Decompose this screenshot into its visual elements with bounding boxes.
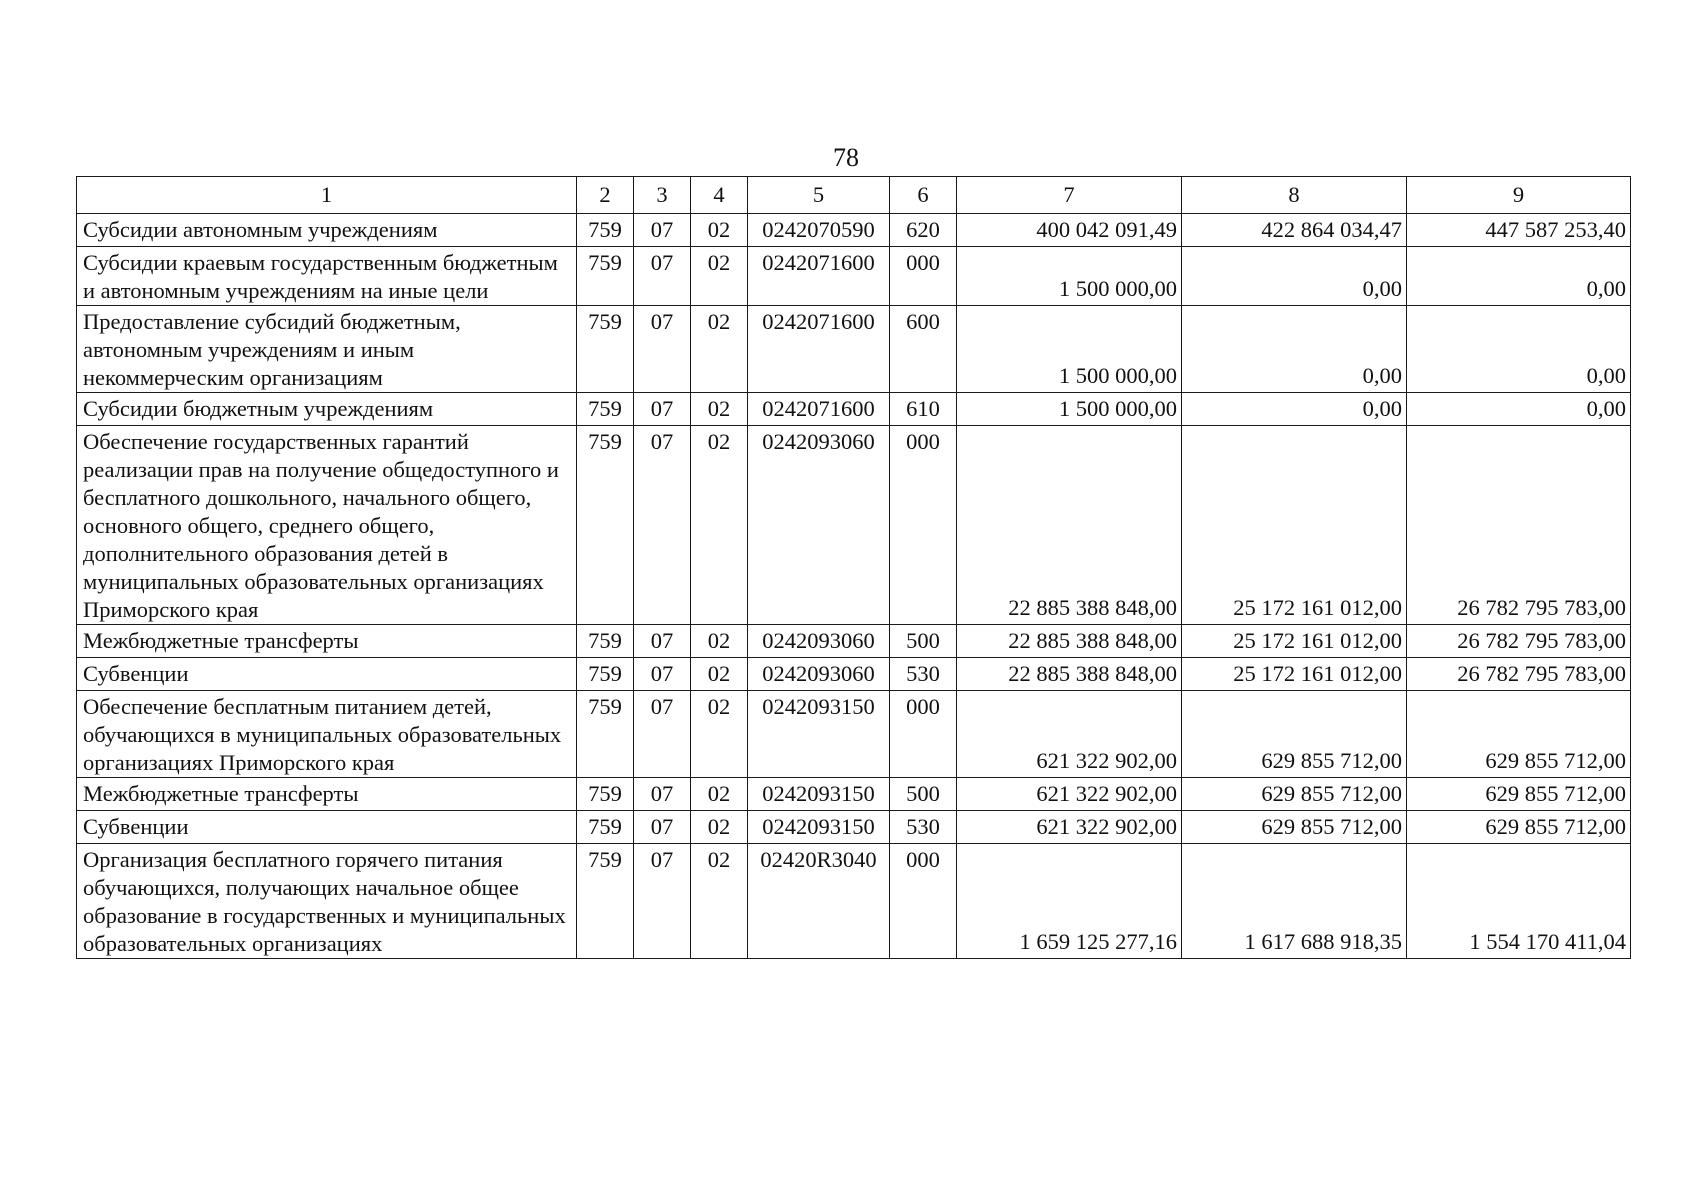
column-header: 8	[1182, 177, 1407, 214]
header-row	[77, 177, 1631, 214]
row-name-cell: Субвенции	[77, 811, 577, 844]
table-row	[77, 658, 1631, 691]
column-header: 1	[77, 177, 577, 214]
row-name-cell: Обеспечение бесплатным питанием детей, обучающихся в муниципальных образовательных организациях Приморского края	[77, 691, 577, 778]
column-header: 3	[634, 177, 691, 214]
section-cell: 07	[634, 306, 691, 393]
row-name-cell: Предоставление субсидий бюджетным, автономным учреждениям и иным некоммерческим организациям	[77, 306, 577, 393]
table-row	[77, 393, 1631, 426]
amount-year1-cell: 621 322 902,00	[957, 691, 1182, 778]
amount-year2-cell: 629 855 712,00	[1182, 691, 1407, 778]
amount-year2-cell: 25 172 161 012,00	[1182, 658, 1407, 691]
section-cell: 07	[634, 844, 691, 959]
section-cell: 07	[634, 393, 691, 426]
subsection-cell: 02	[691, 625, 748, 658]
amount-year3-cell: 629 855 712,00	[1407, 811, 1631, 844]
expense-type-cell: 530	[890, 811, 957, 844]
table-body	[77, 214, 1631, 959]
expense-type-cell: 000	[890, 426, 957, 625]
row-name-cell: Организация бесплатного горячего питания обучающихся, получающих начальное общее образование в государственных и муниципальных образовательных организациях	[77, 844, 577, 959]
amount-year2-cell: 25 172 161 012,00	[1182, 625, 1407, 658]
expense-type-cell: 610	[890, 393, 957, 426]
code-cell: 759	[577, 426, 634, 625]
amount-year1-cell: 1 500 000,00	[957, 393, 1182, 426]
amount-year3-cell: 0,00	[1407, 247, 1631, 306]
expense-type-cell: 000	[890, 844, 957, 959]
amount-year2-cell: 629 855 712,00	[1182, 778, 1407, 811]
amount-year1-cell: 621 322 902,00	[957, 778, 1182, 811]
amount-year3-cell: 0,00	[1407, 393, 1631, 426]
budget-table	[76, 176, 1631, 959]
target-article-cell: 0242093060	[748, 625, 890, 658]
target-article-cell: 0242071600	[748, 306, 890, 393]
section-cell: 07	[634, 811, 691, 844]
code-cell: 759	[577, 214, 634, 247]
code-cell: 759	[577, 625, 634, 658]
expense-type-cell: 500	[890, 778, 957, 811]
table-row	[77, 306, 1631, 393]
code-cell: 759	[577, 658, 634, 691]
table-row	[77, 844, 1631, 959]
amount-year1-cell: 400 042 091,49	[957, 214, 1182, 247]
subsection-cell: 02	[691, 778, 748, 811]
target-article-cell: 0242093150	[748, 811, 890, 844]
section-cell: 07	[634, 247, 691, 306]
target-article-cell: 0242070590	[748, 214, 890, 247]
target-article-cell: 0242093060	[748, 658, 890, 691]
amount-year2-cell: 0,00	[1182, 393, 1407, 426]
amount-year1-cell: 22 885 388 848,00	[957, 625, 1182, 658]
code-cell: 759	[577, 811, 634, 844]
amount-year2-cell: 1 617 688 918,35	[1182, 844, 1407, 959]
table-row	[77, 778, 1631, 811]
column-header: 7	[957, 177, 1182, 214]
table-header	[77, 177, 1631, 214]
table-row	[77, 214, 1631, 247]
subsection-cell: 02	[691, 658, 748, 691]
subsection-cell: 02	[691, 426, 748, 625]
code-cell: 759	[577, 306, 634, 393]
row-name-cell: Субсидии краевым государственным бюджетным и автономным учреждениям на иные цели	[77, 247, 577, 306]
amount-year1-cell: 1 659 125 277,16	[957, 844, 1182, 959]
subsection-cell: 02	[691, 247, 748, 306]
section-cell: 07	[634, 778, 691, 811]
amount-year3-cell: 26 782 795 783,00	[1407, 625, 1631, 658]
table-row	[77, 811, 1631, 844]
code-cell: 759	[577, 247, 634, 306]
section-cell: 07	[634, 658, 691, 691]
amount-year2-cell: 0,00	[1182, 247, 1407, 306]
amount-year2-cell: 25 172 161 012,00	[1182, 426, 1407, 625]
amount-year3-cell: 629 855 712,00	[1407, 691, 1631, 778]
subsection-cell: 02	[691, 691, 748, 778]
code-cell: 759	[577, 691, 634, 778]
row-name-cell: Межбюджетные трансферты	[77, 778, 577, 811]
subsection-cell: 02	[691, 306, 748, 393]
amount-year1-cell: 1 500 000,00	[957, 306, 1182, 393]
amount-year3-cell: 629 855 712,00	[1407, 778, 1631, 811]
amount-year1-cell: 22 885 388 848,00	[957, 426, 1182, 625]
column-header: 4	[691, 177, 748, 214]
table-row	[77, 426, 1631, 625]
target-article-cell: 0242093150	[748, 778, 890, 811]
amount-year2-cell: 629 855 712,00	[1182, 811, 1407, 844]
subsection-cell: 02	[691, 811, 748, 844]
amount-year1-cell: 22 885 388 848,00	[957, 658, 1182, 691]
amount-year3-cell: 26 782 795 783,00	[1407, 658, 1631, 691]
table-row	[77, 691, 1631, 778]
amount-year3-cell: 1 554 170 411,04	[1407, 844, 1631, 959]
target-article-cell: 0242071600	[748, 247, 890, 306]
page-number: 78	[833, 143, 859, 172]
amount-year3-cell: 26 782 795 783,00	[1407, 426, 1631, 625]
expense-type-cell: 000	[890, 247, 957, 306]
target-article-cell: 0242071600	[748, 393, 890, 426]
section-cell: 07	[634, 691, 691, 778]
row-name-cell: Субсидии бюджетным учреждениям	[77, 393, 577, 426]
column-header: 9	[1407, 177, 1631, 214]
column-header: 5	[748, 177, 890, 214]
amount-year3-cell: 447 587 253,40	[1407, 214, 1631, 247]
code-cell: 759	[577, 844, 634, 959]
amount-year2-cell: 0,00	[1182, 306, 1407, 393]
amount-year2-cell: 422 864 034,47	[1182, 214, 1407, 247]
expense-type-cell: 530	[890, 658, 957, 691]
expense-type-cell: 620	[890, 214, 957, 247]
subsection-cell: 02	[691, 844, 748, 959]
section-cell: 07	[634, 625, 691, 658]
subsection-cell: 02	[691, 393, 748, 426]
expense-type-cell: 500	[890, 625, 957, 658]
table-row	[77, 625, 1631, 658]
column-header: 6	[890, 177, 957, 214]
code-cell: 759	[577, 778, 634, 811]
row-name-cell: Субсидии автономным учреждениям	[77, 214, 577, 247]
row-name-cell: Межбюджетные трансферты	[77, 625, 577, 658]
target-article-cell: 02420R3040	[748, 844, 890, 959]
amount-year3-cell: 0,00	[1407, 306, 1631, 393]
row-name-cell: Обеспечение государственных гарантий реализации прав на получение общедоступного и бесплатного дошкольного, начального общего, основного общего, среднего общего, дополнительного образования детей в муниципальных образовательных организациях Приморского края	[77, 426, 577, 625]
target-article-cell: 0242093150	[748, 691, 890, 778]
expense-type-cell: 000	[890, 691, 957, 778]
row-name-cell: Субвенции	[77, 658, 577, 691]
code-cell: 759	[577, 393, 634, 426]
expense-type-cell: 600	[890, 306, 957, 393]
section-cell: 07	[634, 426, 691, 625]
table-row	[77, 247, 1631, 306]
target-article-cell: 0242093060	[748, 426, 890, 625]
subsection-cell: 02	[691, 214, 748, 247]
amount-year1-cell: 621 322 902,00	[957, 811, 1182, 844]
amount-year1-cell: 1 500 000,00	[957, 247, 1182, 306]
column-header: 2	[577, 177, 634, 214]
section-cell: 07	[634, 214, 691, 247]
